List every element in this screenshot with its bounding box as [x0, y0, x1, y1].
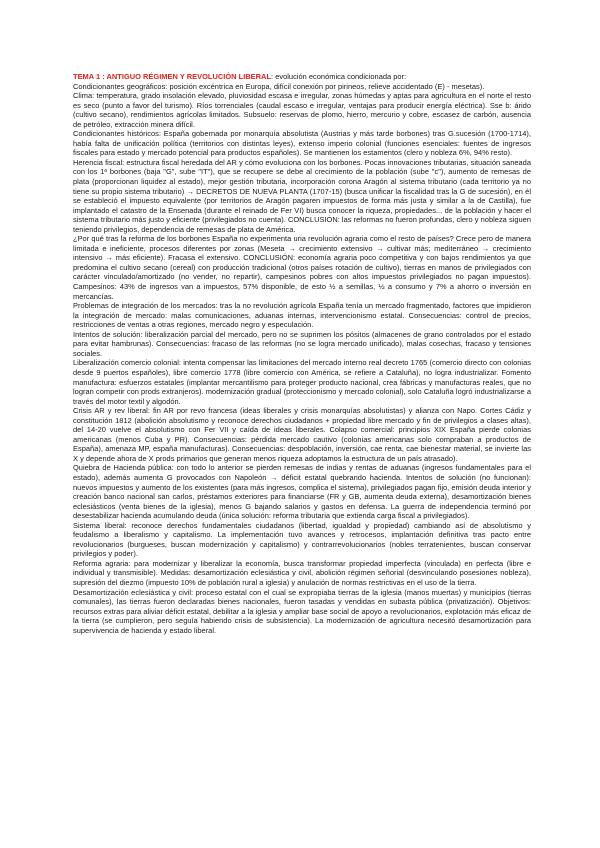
- paragraph-desamortization: Desamortización eclesiástica y civil: proceso estatal con el cual se expropiaba tierras de la iglesia (manos muertas) y municipios (tierras comunales), las tierras fueron declaradas bienes nacionales, fueron tasadas y vendidas en subasta pública (privatización). Objetivos: recursos extras para aliviar déficit estatal, debilitar a la iglesia y ampliar base social de apoyo a revolucionarios, explotación más eficaz de la tierra (se cumplieron, pero seguía habiendo crisis de subsistencia). La modernización de agricultura necesitó desamortización para supervivencia de hacienda y estado liberal.: [73, 587, 531, 635]
- paragraph-geographic: Condicionantes geográficos: posición excéntrica en Europa, difícil conexión por pirineos, relieve accidentado (E) - mesetas).: [73, 81, 485, 91]
- paragraph-solution-attempts: Intentos de solución: liberalización parcial del mercado, pero no se suprimen los pósitos (almacenes de grano controlados por el estado para evitar hambrunas). Consecuencias: fracaso de las reformas (no se logra mercado unificado), malas cosechas, fracaso y tensiones sociales.: [73, 329, 531, 358]
- paragraph-climate: Clima: temperatura, grado insolación elevado, pluviosidad escasa e irregular, zonas húmedas y aptas para agricultura en el norte el resto es seco (punto a favor del turismo). Ríos torrenciales (caudal escaso e irregular, ventajas para producir energía eléctrica). Sse b: árido (cultivo secano), rendimientos agrícolas limitados. Subsuelo: reservas de plomo, hierro, mercurio y cobre, escasez de carbón, ausencia de petróleo, extracción minera difícil.: [73, 91, 531, 129]
- paragraph-liberal-system: Sistema liberal: reconoce derechos fundamentales ciudadanos (libertad, igualdad y propiedad) cambiando así de absolutismo y feudalismo a liberalismo y capitalismo. La implementación tuvo avances y retrocesos, implantación definitiva tras pacto entre revolucionarios (burgueses, buscan modernización y capitalismo) y contrarrevolucionarios (nobles terratenientes, buscan conservar privilegios y poder).: [73, 520, 531, 559]
- paragraph-market-integration: Problemas de integración de los mercados: tras la no revolución agrícola España tenía un mercado fragmentado, factores que impidieron la integración de mercado: malas comunicaciones, aduanas internas, intervencionismo estatal. Consecuencias: control de precios, restricciones de ventas a otras regiones, mercado negro y especulación.: [73, 301, 531, 330]
- paragraph-treasury-collapse: Quiebra de Hacienda pública: con todo lo anterior se pierden remesas de indias y rentas de aduanas (ingresos fundamentales para el estado), además aumenta G provocados con Napoleón → déficit estatal quebrando hacienda. Intentos de solución (no funcionan): nuevos impuestos y aumento de los existentes (para más ingresos, complica el sistema), privilegiados pagan fijo, emisión deuda interior y creación banco nacional san carlos, préstamos exteriores para financiarse (FR y GB, aumenta deuda externa), desamortización bienes eclesiásticos (venta bienes de la iglesia), menos G bajando salarios y gastos en defensa. La guerra de independencia terminó por desestabilizar hacienda acumulando deuda (única solución: reforma tributaria que extienda carga fiscal a privilegiados).: [73, 463, 531, 521]
- paragraph-agrarian-question: ¿Por qué tras la reforma de los borbones España no experimenta una revolución agraria como el resto de países? Crece pero de manera limitada e ineficiente, procesos diferentes por zonas (Meseta → crecimiento extensivo → cultivar más; mediterráneo → crecimiento intensivo → más eficiente). Fracasa el extensivo. CONCLUSIÓN: economía agraria poco competitiva y con bajos rendimientos ya que predomina el cultivo secano (cereal) con producción tradicional (otros países rotación de cultivo), tierras en manos de privilegiados con carácter vinculado/amortizado (no vender, no repartir), campesinos pobres con altos impuestos privilegiados no pagan impuestos). Campesinos: 43% de ingresos van a impuestos, 57% disponible, de esto ½ a semillas, ½ a consumo y 7% a ahorro o inversión en mercancías.: [73, 234, 531, 301]
- document-page: [73, 72, 531, 635]
- paragraph-historical: Condicionantes históricos: España gobernada por monarquía absolutista (Austrias y más tarde borbones) tras G.sucesión (1700-1714), había falta de unificación política (territorios con distintas leyes), extenso imperio colonial (funciones esenciales: fuentes de ingresos fiscales para estado y mercado potencial para productos españoles). Se mantienen los estamentos (clero y nobleza 6%, 94% resto).: [73, 129, 531, 158]
- title-continuation: : evolución económica condicionada por:: [271, 72, 407, 81]
- paragraph-crisis-liberal: Crisis AR y rev liberal: fin AR por revo francesa (ideas liberales y crisis monarquías absolutistas) y alianza con Napo. Cortes Cádiz y constitución 1812 (abolición absolutismo y reconoce derechos ciudadanos + propiedad libre mercado y fin de privilegios a clases altas), del 14-20 vuelve el absolutismo con Fer VII y caída de ideas liberales. Colapso comercial: principios XIX España pierde colonias americanas (menos Cuba y PR). Consecuencias: pérdida mercado cautivo (colonias americanas solo compraban a productos de España), amenaza MP, españa manufacturas). Consecuencias: despoblación, inversión, cae renta, cae bienestar material, se invierte las X y depende ahora de X prods primarios que generan menos riqueza adoptamos la estructura de un país atrasado).: [73, 406, 531, 463]
- paragraph-agrarian-reform: Reforma agraria: para modernizar y liberalizar la economía, busca transformar propiedad imperfecta (vinculada) en perfecta (libre e individual y transmisible). Medidas: desamortización eclesiástica y civil, abolición régimen señorial (desvinculando posesiones nobleza), supresión del diezmo (impuesto 10% de población rural a iglesia) y anulación de normas restrictivas en el uso de la tierra.: [73, 558, 531, 587]
- paragraph-fiscal-heritage: Herencia fiscal: estructura fiscal heredada del AR y cómo evoluciona con los borbones. Pocas innovaciones tributarias, situación saneada con los 1º borbones (baja "G", sube "IT"), que se recupere se debe al crecimiento de la población (sube "c"), aumento de remesas de plata (proporcionan liquidez al estado), mejor gestión tributaria, incorporación corona Aragón al sistema tributario (cada territorio ya no tiene su propio sistema tributario) → DECRETOS DE NUEVA PLANTA (1707-15) (busca unificar la fiscalidad tras la G de sucesión), en él se estableció el impuesto equivalente (por territorios de Aragón pagaren impuestos de forma más justa y similar a la de Castilla), fue implantado el catastro de la Ensenada (durante el reinado de Fer VI) busca conocer la riqueza, propiedades... de la población y hacer el sistema tributario más justo y eficiente (privilegiados no cuenta). CONCLUSIÓN: las reformas no fueron profundas, clero y nobleza siguen teniendo privilegios, dependencia de remesas de plata de América.: [73, 157, 531, 234]
- document-title: TEMA 1 : ANTIGUO RÉGIMEN Y REVOLUCIÓN LIBERAL: [73, 72, 272, 81]
- paragraph-colonial-trade: Liberalización comercio colonial: intenta compensar las limitaciones del mercado interno real decreto 1765 (comercio directo con colonias desde 9 puertos españoles), libre comercio 1778 (libre comercio con América, se refiere a Cataluña), no logra industrializar. Fomento manufactura: esfuerzos estatales (implantar mercantilismo para proteger producto nacional, crea fábricas y manufacturas reales, que no logran competir con prods extranjeros). modernización gradual (proteccionismo y mercado colonial), solo Cataluña logró industrializarse a través del motor textil y algodón.: [73, 358, 531, 406]
- title-line: [73, 72, 531, 82]
